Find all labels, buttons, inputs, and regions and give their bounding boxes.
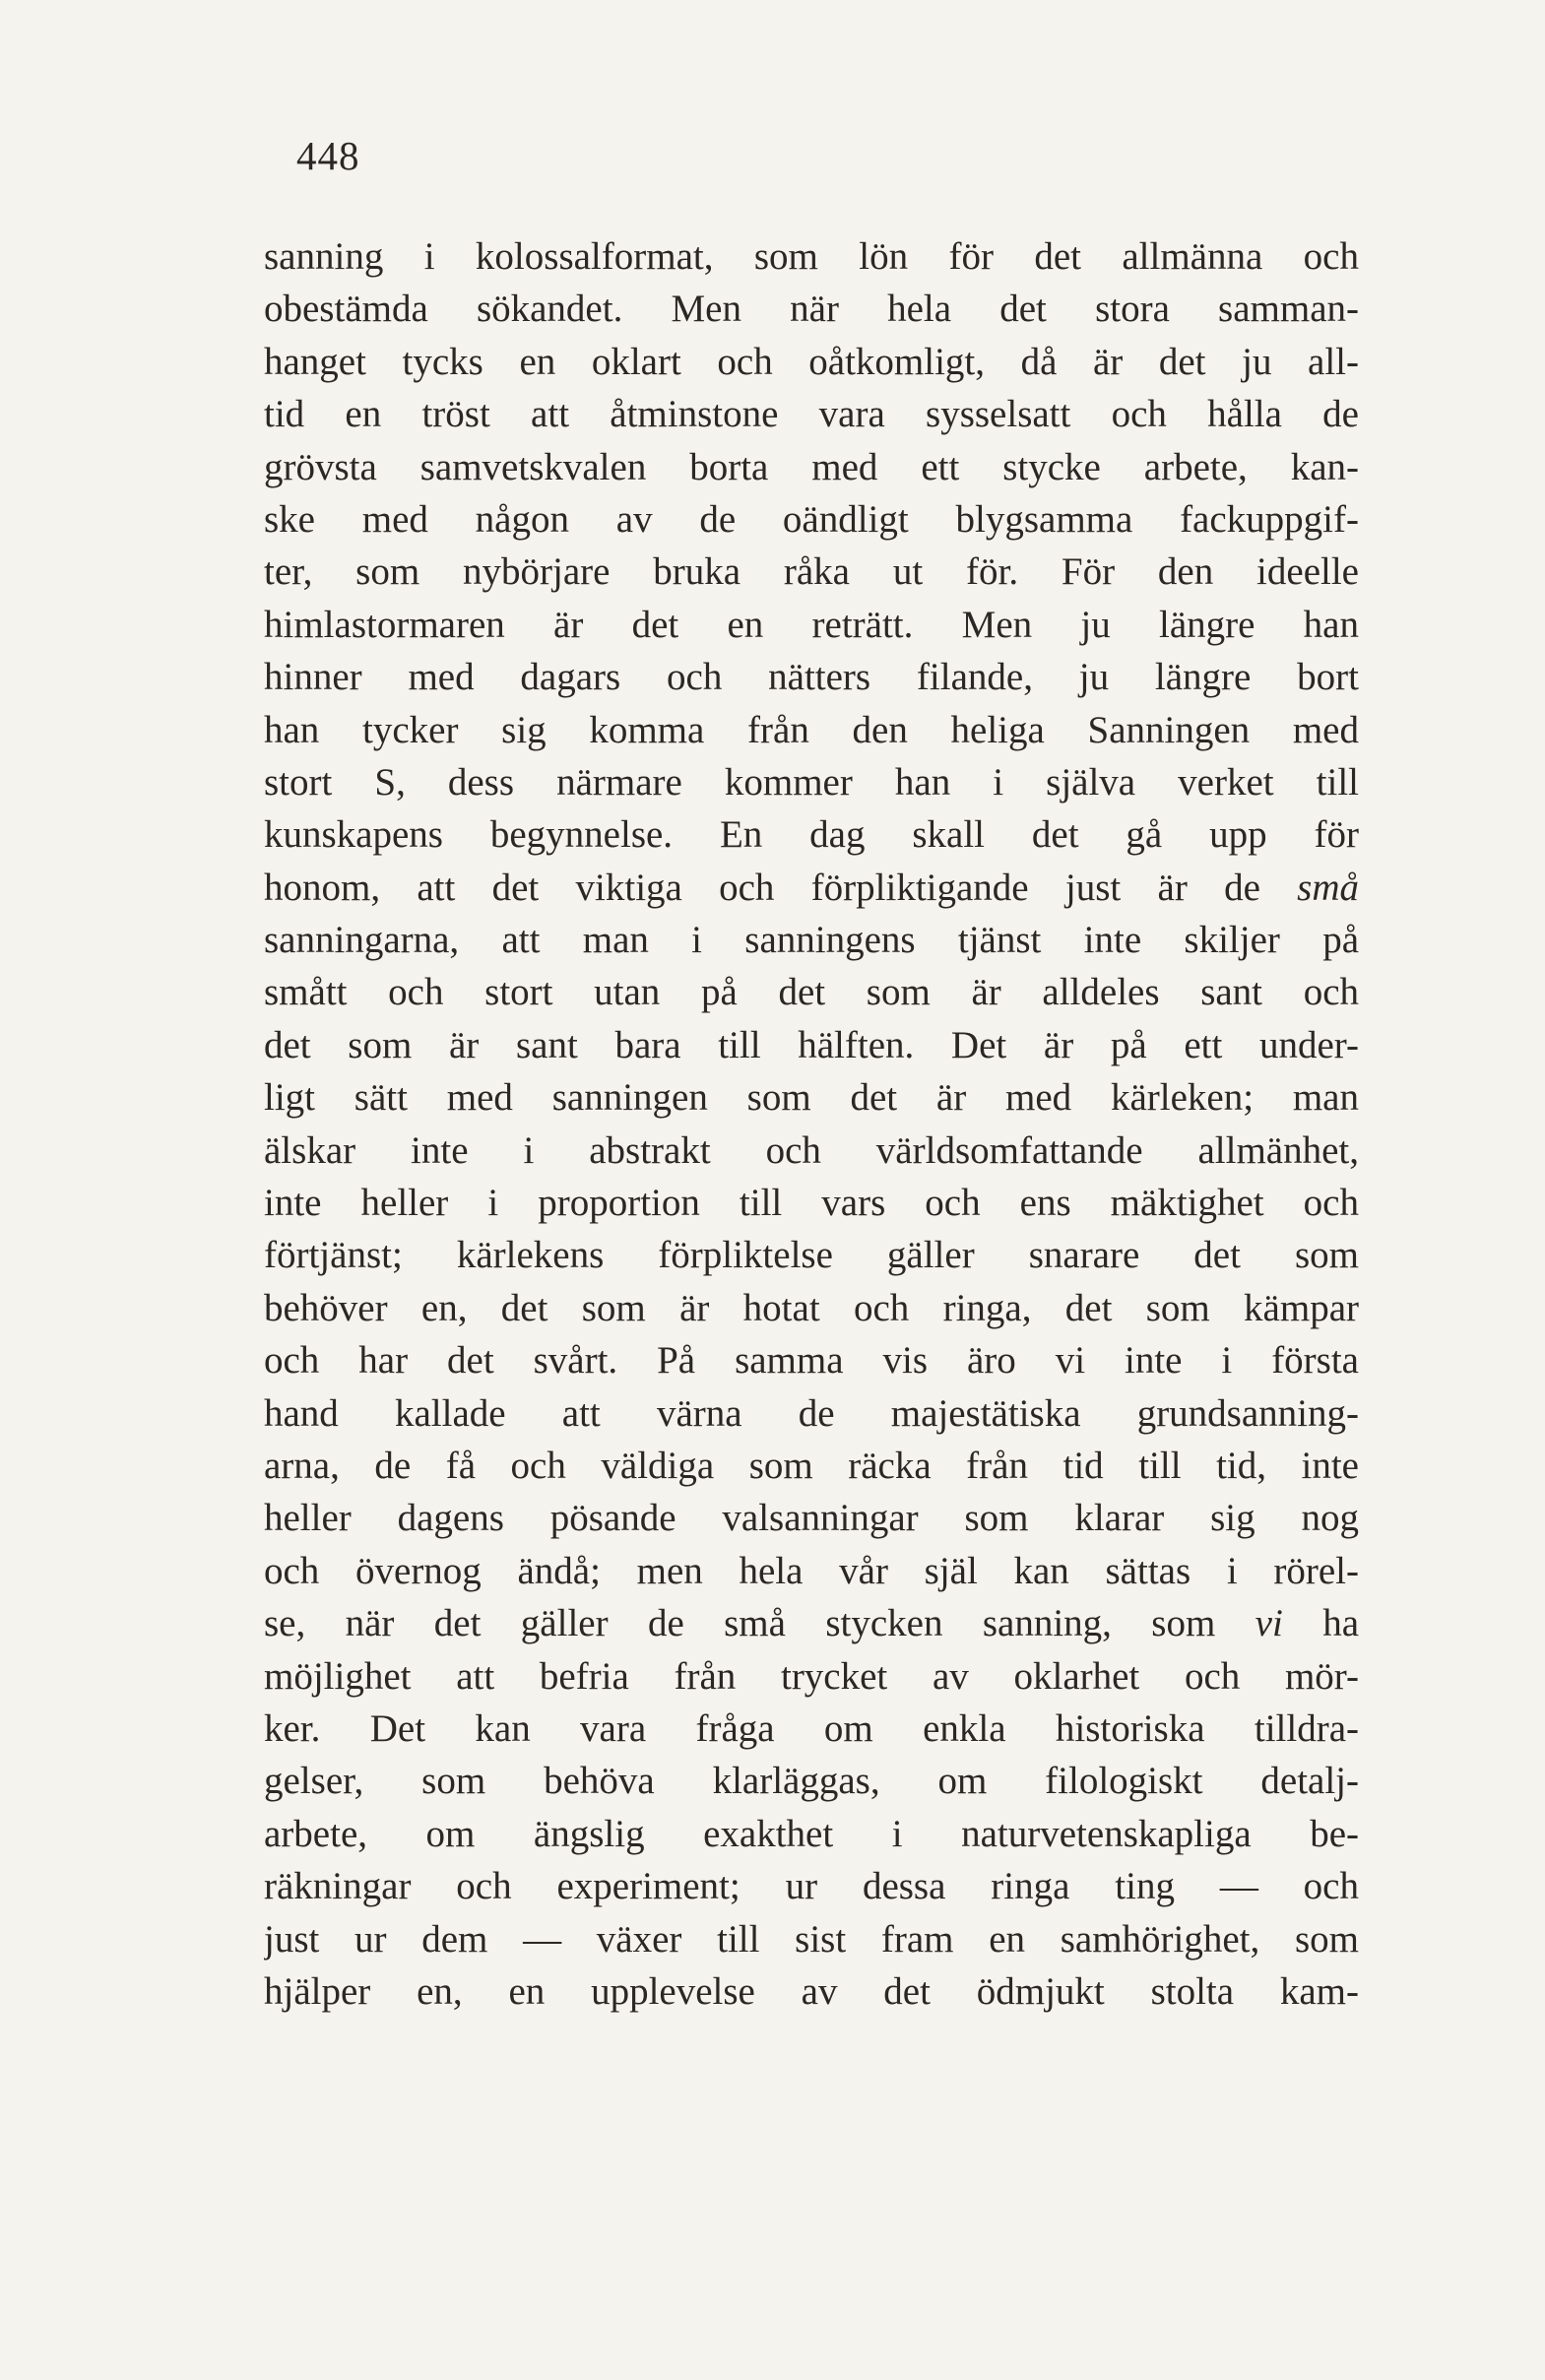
page-number: 448 bbox=[296, 133, 360, 178]
text-line: se, när det gäller de små stycken sanning, som vi ha bbox=[264, 1602, 1359, 1645]
text-line: just ur dem — växer till sist fram en samhörighet, som bbox=[264, 1917, 1359, 1961]
text-line: ker. Det kan vara fråga om enkla historiska tilldra- bbox=[264, 1706, 1359, 1750]
text-line: obestämda sökandet. Men när hela det stora samman- bbox=[264, 288, 1359, 331]
text-line: arbete, om ängslig exakthet i naturvetenskapliga be- bbox=[264, 1812, 1359, 1855]
text-line: älskar inte i abstrakt och världsomfattande allmänhet, bbox=[264, 1128, 1359, 1172]
text-line: smått och stort utan på det som är alldeles sant och bbox=[264, 971, 1359, 1014]
text-line: behöver en, det som är hotat och ringa, det som kämpar bbox=[264, 1286, 1359, 1329]
text-line: räkningar och experiment; ur dessa ringa ting — och bbox=[264, 1865, 1359, 1908]
text-line: tid en tröst att åtminstone vara sysselsatt och hålla de bbox=[264, 393, 1359, 436]
text-line: hinner med dagars och nätters filande, ju längre bort bbox=[264, 656, 1359, 699]
text-line: inte heller i proportion till vars och ens mäktighet och bbox=[264, 1182, 1359, 1225]
text-line: det som är sant bara till hälften. Det är på ett under- bbox=[264, 1023, 1359, 1066]
text-line: sanningarna, att man i sanningens tjänst inte skiljer på bbox=[264, 919, 1359, 962]
text-line: hanget tycks en oklart och oåtkomligt, då är det ju all- bbox=[264, 340, 1359, 383]
text-line: hjälper en, en upplevelse av det ödmjukt stolta kam- bbox=[264, 1969, 1359, 2013]
text-line: honom, att det viktiga och förpliktigande just är de små bbox=[264, 866, 1359, 909]
text-line: ter, som nybörjare bruka råka ut för. För den ideelle bbox=[264, 550, 1359, 594]
text-line: och övernog ändå; men hela vår själ kan sättas i rörel- bbox=[264, 1549, 1359, 1592]
italic-word: vi bbox=[1255, 1602, 1283, 1645]
text-line: ske med någon av de oändligt blygsamma fackuppgif- bbox=[264, 497, 1359, 541]
text-line: arna, de få och väldiga som räcka från tid till tid, inte bbox=[264, 1444, 1359, 1487]
text-line: och har det svårt. På samma vis äro vi inte i första bbox=[264, 1339, 1359, 1383]
text-line: grövsta samvetskvalen borta med ett stycke arbete, kan- bbox=[264, 445, 1359, 488]
text-line: heller dagens pösande valsanningar som klarar sig nog bbox=[264, 1497, 1359, 1540]
text-line: gelser, som behöva klarläggas, om filologiskt detalj- bbox=[264, 1760, 1359, 1803]
text-line: himlastormaren är det en reträtt. Men ju längre han bbox=[264, 603, 1359, 646]
text-line: hand kallade att värna de majestätiska grundsanning- bbox=[264, 1391, 1359, 1435]
text-line: sanning i kolossalformat, som lön för det allmänna och bbox=[264, 235, 1359, 278]
italic-word: små bbox=[1297, 866, 1359, 909]
text-line: stort S, dess närmare kommer han i själva verket till bbox=[264, 760, 1359, 804]
text-line: möjlighet att befria från trycket av oklarhet och mör- bbox=[264, 1654, 1359, 1698]
body-text bbox=[264, 230, 1359, 2018]
text-line: kunskapens begynnelse. En dag skall det gå upp för bbox=[264, 813, 1359, 857]
text-line: ligt sätt med sanningen som det är med kärleken; man bbox=[264, 1076, 1359, 1120]
text-line: förtjänst; kärlekens förpliktelse gäller snarare det som bbox=[264, 1234, 1359, 1277]
text-line: han tycker sig komma från den heliga Sanningen med bbox=[264, 708, 1359, 751]
